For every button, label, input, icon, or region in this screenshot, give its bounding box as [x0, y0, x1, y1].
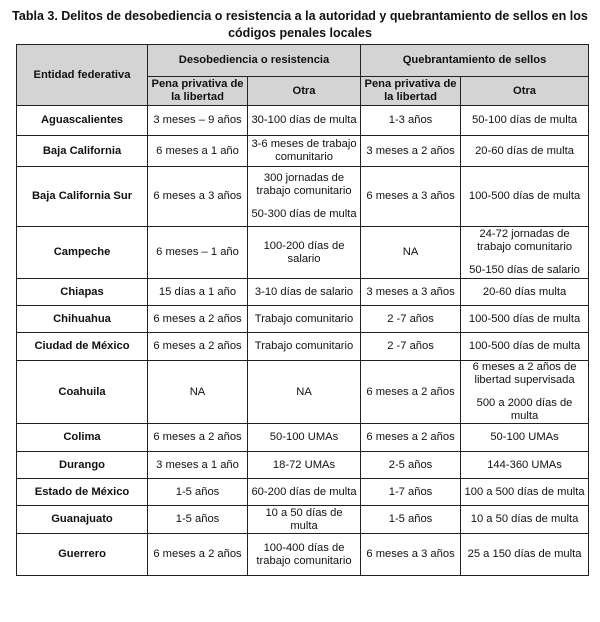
- cell-quebrantamiento-pena: 2 -7 años: [361, 333, 461, 361]
- cell-desobediencia-pena: 6 meses a 1 año: [148, 136, 248, 167]
- cell-desobediencia-pena: 1-5 años: [148, 506, 248, 534]
- cell-desobediencia-pena: 6 meses a 2 años: [148, 424, 248, 452]
- caption-line-2: códigos penales locales: [228, 26, 372, 40]
- cell-quebrantamiento-otra-line: 144-360 UMAs: [487, 458, 562, 471]
- cell-desobediencia-otra: [248, 167, 361, 227]
- cell-quebrantamiento-otra: [461, 534, 589, 576]
- cell-quebrantamiento-otra-line: 100-500 días de multa: [468, 340, 581, 352]
- cell-desobediencia-otra-line: 50-100 UMAs: [269, 431, 339, 443]
- cell-desobediencia-otra-line: 18-72 UMAs: [272, 458, 336, 471]
- cell-quebrantamiento-otra-line: 25 a 150 días de multa: [467, 548, 582, 560]
- table-row: [17, 333, 589, 361]
- table-row: [17, 136, 589, 167]
- cell-quebrantamiento-pena: 6 meses a 2 años: [361, 361, 461, 424]
- subheader-pena-2: Pena privativa de la libertad: [361, 77, 461, 106]
- header-entity: Entidad federativa: [17, 45, 148, 106]
- cell-desobediencia-otra: [248, 534, 361, 576]
- cell-desobediencia-otra: [248, 279, 361, 306]
- table-row: [17, 227, 589, 279]
- cell-desobediencia-otra: [248, 136, 361, 167]
- table-row: [17, 361, 589, 424]
- cell-entity: Campeche: [17, 227, 148, 279]
- cell-quebrantamiento-otra: [461, 479, 589, 506]
- table-row: [17, 106, 589, 136]
- cell-quebrantamiento-otra: [461, 279, 589, 306]
- cell-desobediencia-otra-line: NA: [296, 385, 312, 398]
- table-row: [17, 452, 589, 479]
- cell-quebrantamiento-otra: [461, 306, 589, 333]
- cell-entity: Chiapas: [17, 279, 148, 306]
- cell-desobediencia-otra: [248, 506, 361, 534]
- cell-desobediencia-otra-line: 50-300 días de multa: [251, 208, 357, 220]
- cell-quebrantamiento-otra: [461, 361, 589, 424]
- cell-quebrantamiento-pena: 1-5 años: [361, 506, 461, 534]
- cell-desobediencia-otra-line: 30-100 días de multa: [251, 114, 357, 126]
- cell-quebrantamiento-pena: 2-5 años: [361, 452, 461, 479]
- cell-desobediencia-otra-line: 3-6 meses de trabajo comunitario: [251, 138, 357, 163]
- cell-quebrantamiento-otra-line: 24-72 jornadas de trabajo comunitario: [476, 228, 573, 253]
- cell-desobediencia-otra: [248, 452, 361, 479]
- header-desobediencia: Desobediencia o resistencia: [148, 45, 361, 77]
- cell-entity: Guanajuato: [17, 506, 148, 534]
- cell-entity: Baja California Sur: [17, 167, 148, 227]
- cell-quebrantamiento-pena: 3 meses a 2 años: [361, 136, 461, 167]
- table-row: [17, 279, 589, 306]
- cell-entity: Chihuahua: [17, 306, 148, 333]
- cell-desobediencia-otra: [248, 306, 361, 333]
- cell-quebrantamiento-otra-line: 50-150 días de salario: [469, 264, 580, 276]
- cell-entity: Coahuila: [17, 361, 148, 424]
- cell-quebrantamiento-otra: [461, 333, 589, 361]
- cell-desobediencia-otra-line: 3-10 días de salario: [254, 285, 354, 298]
- table-row: [17, 306, 589, 333]
- cell-desobediencia-pena: 15 días a 1 año: [148, 279, 248, 306]
- cell-quebrantamiento-otra: [461, 424, 589, 452]
- cell-entity: Aguascalientes: [17, 106, 148, 136]
- cell-quebrantamiento-pena: NA: [361, 227, 461, 279]
- subheader-otra-2: Otra: [461, 77, 589, 106]
- cell-desobediencia-otra-line: Trabajo comunitario: [254, 312, 354, 325]
- cell-desobediencia-otra-line: 10 a 50 días de multa: [265, 506, 343, 532]
- cell-desobediencia-otra-line: 100-400 días de trabajo comunitario: [256, 541, 352, 567]
- cell-quebrantamiento-pena: 6 meses a 3 años: [361, 167, 461, 227]
- table-row: [17, 506, 589, 534]
- cell-quebrantamiento-otra-line: 100 a 500 días de multa: [464, 485, 585, 498]
- cell-quebrantamiento-otra-line: 20-60 días de multa: [475, 144, 574, 157]
- table-body: [17, 106, 589, 576]
- cell-quebrantamiento-otra-line: 50-100 UMAs: [490, 431, 559, 443]
- cell-quebrantamiento-otra: [461, 506, 589, 534]
- cell-desobediencia-otra-line: Trabajo comunitario: [254, 340, 354, 352]
- cell-quebrantamiento-otra-line: 100-500 días de multa: [468, 190, 581, 202]
- cell-entity: Colima: [17, 424, 148, 452]
- cell-entity: Guerrero: [17, 534, 148, 576]
- cell-quebrantamiento-otra-line: 50-100 días de multa: [471, 114, 578, 126]
- cell-desobediencia-otra-line: 60-200 días de multa: [251, 485, 357, 498]
- cell-entity: Ciudad de México: [17, 333, 148, 361]
- cell-desobediencia-pena: 6 meses a 2 años: [148, 306, 248, 333]
- cell-entity: Estado de México: [17, 479, 148, 506]
- cell-quebrantamiento-pena: 6 meses a 3 años: [361, 534, 461, 576]
- cell-quebrantamiento-pena: 6 meses a 2 años: [361, 424, 461, 452]
- table-row: [17, 479, 589, 506]
- cell-desobediencia-pena: 1-5 años: [148, 479, 248, 506]
- cell-desobediencia-pena: 6 meses a 3 años: [148, 167, 248, 227]
- cell-desobediencia-otra: [248, 361, 361, 424]
- cell-quebrantamiento-otra-line: 500 a 2000 días de multa: [476, 397, 573, 422]
- cell-desobediencia-otra: [248, 479, 361, 506]
- cell-desobediencia-pena: NA: [148, 361, 248, 424]
- cell-quebrantamiento-otra: [461, 167, 589, 227]
- cell-quebrantamiento-otra-line: 100-500 días de multa: [468, 312, 581, 325]
- table-row: [17, 167, 589, 227]
- table-row: [17, 534, 589, 576]
- cell-desobediencia-pena: 3 meses – 9 años: [148, 106, 248, 136]
- cell-entity: Durango: [17, 452, 148, 479]
- cell-desobediencia-otra: [248, 424, 361, 452]
- cell-entity: Baja California: [17, 136, 148, 167]
- cell-quebrantamiento-otra: [461, 106, 589, 136]
- cell-quebrantamiento-otra-line: 10 a 50 días de multa: [470, 513, 579, 525]
- cell-quebrantamiento-pena: 3 meses a 3 años: [361, 279, 461, 306]
- cell-quebrantamiento-otra: [461, 227, 589, 279]
- cell-quebrantamiento-otra-line: 6 meses a 2 años de libertad supervisada: [472, 361, 577, 386]
- cell-desobediencia-otra: [248, 106, 361, 136]
- cell-quebrantamiento-pena: 2 -7 años: [361, 306, 461, 333]
- subheader-pena-1: Pena privativa de la libertad: [148, 77, 248, 106]
- cell-quebrantamiento-pena: 1-3 años: [361, 106, 461, 136]
- subheader-otra-1: Otra: [248, 77, 361, 106]
- cell-desobediencia-otra: [248, 333, 361, 361]
- cell-desobediencia-otra-line: 100-200 días de salario: [263, 239, 345, 265]
- cell-desobediencia-pena: 6 meses a 2 años: [148, 534, 248, 576]
- table-row: [17, 424, 589, 452]
- cell-quebrantamiento-pena: 1-7 años: [361, 479, 461, 506]
- caption-line-1: Tabla 3. Delitos de desobediencia o resistencia a la autoridad y quebrantamiento de sellos en los: [12, 9, 588, 23]
- cell-desobediencia-otra: [248, 227, 361, 279]
- cell-quebrantamiento-otra-line: 20-60 días multa: [482, 285, 567, 298]
- cell-desobediencia-pena: 3 meses a 1 año: [148, 452, 248, 479]
- penal-codes-table: [16, 44, 589, 576]
- header-quebrantamiento: Quebrantamiento de sellos: [361, 45, 589, 77]
- cell-desobediencia-pena: 6 meses a 2 años: [148, 333, 248, 361]
- cell-desobediencia-otra-line: 300 jornadas de trabajo comunitario: [256, 172, 352, 197]
- table-caption: [0, 0, 600, 44]
- cell-desobediencia-pena: 6 meses – 1 año: [148, 227, 248, 279]
- cell-quebrantamiento-otra: [461, 452, 589, 479]
- cell-quebrantamiento-otra: [461, 136, 589, 167]
